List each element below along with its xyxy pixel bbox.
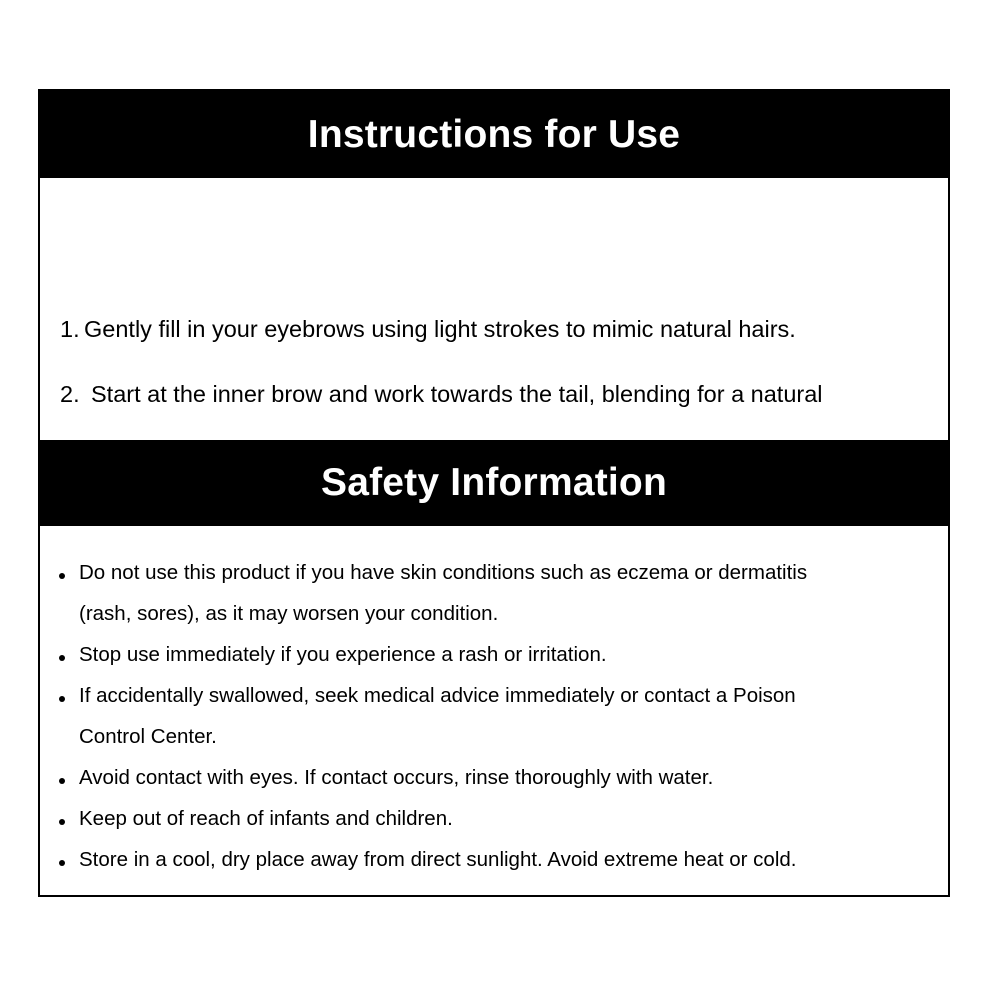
- safety-text-line: Stop use immediately if you experience a rash or irritation.: [79, 643, 607, 666]
- bullet-icon: [59, 819, 65, 825]
- instructions-list: [40, 178, 948, 440]
- instruction-number: 2.: [60, 381, 80, 407]
- instructions-header: [40, 91, 948, 178]
- bullet-icon: [59, 655, 65, 661]
- bullet-icon: [59, 573, 65, 579]
- safety-text-line: Do not use this product if you have skin conditions such as eczema or dermatitis: [79, 561, 808, 584]
- safety-header: [40, 440, 948, 526]
- safety-text-line: Control Center.: [79, 725, 217, 748]
- instruction-number: 1.: [60, 316, 80, 342]
- instruction-text-line: Gently fill in your eyebrows using light strokes to mimic natural hairs.: [84, 316, 796, 342]
- safety-text-line: (rash, sores), as it may worsen your condition.: [79, 602, 499, 625]
- label-panel: [38, 89, 950, 897]
- bullet-icon: [59, 778, 65, 784]
- safety-title: Safety Information: [321, 461, 667, 504]
- safety-text-line: Store in a cool, dry place away from direct sunlight. Avoid extreme heat or cold.: [79, 848, 797, 871]
- bullet-icon: [59, 696, 65, 702]
- bullet-icon: [59, 860, 65, 866]
- instructions-title: Instructions for Use: [307, 112, 681, 156]
- safety-text-line: Avoid contact with eyes. If contact occurs, rinse thoroughly with water.: [79, 766, 714, 789]
- instruction-text-line: Start at the inner brow and work towards the tail, blending for a natural: [91, 381, 823, 407]
- safety-text-line: Keep out of reach of infants and children.: [79, 807, 453, 830]
- safety-text-line: If accidentally swallowed, seek medical advice immediately or contact a Poison: [79, 684, 796, 707]
